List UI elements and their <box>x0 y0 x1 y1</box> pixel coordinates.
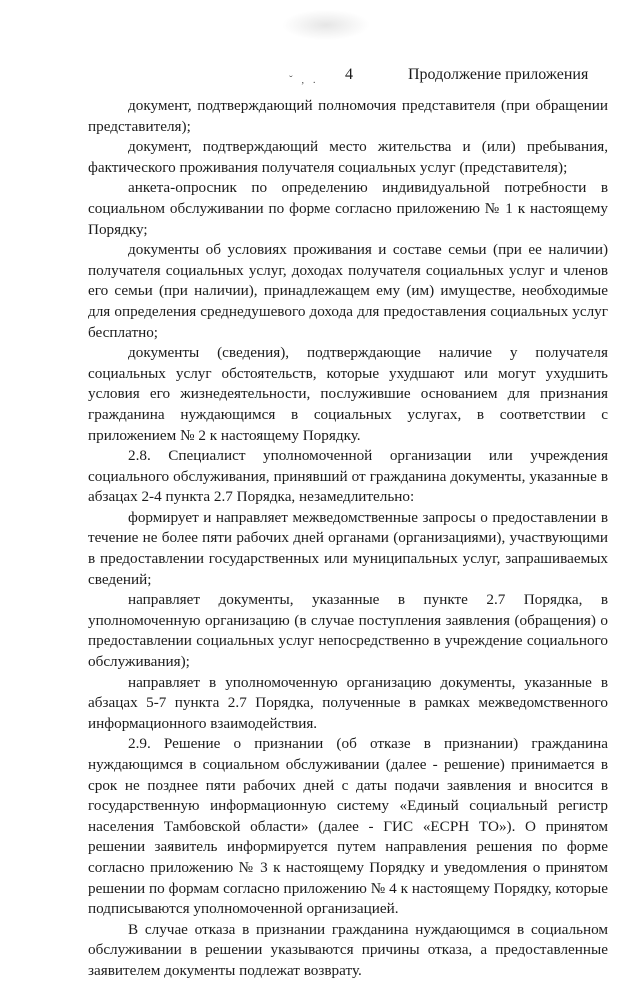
scan-smudge <box>283 10 369 40</box>
paragraph: документ, подтверждающий место жительства и (или) пребывания, фактического проживания получателя социальных услуг (представителя); <box>88 138 608 176</box>
document-body <box>88 96 608 982</box>
paragraph-section-2-8: 2.8. Специалист уполномоченной организации или учреждения социального обслуживания, принявший от гражданина документы, указанные в абзацах 2-4 пункта 2.7 Порядка, незамедлительно: <box>88 447 608 506</box>
paragraph: документы (сведения), подтверждающие наличие у получателя социальных услуг обстоятельств, которые ухудшают или могут ухудшить условия его жизнедеятельности, послужившие основанием для признания гражданина нуждающимся в социальных услугах, в соответствии с приложением № 2 к настоящему Порядку. <box>88 344 608 444</box>
paragraph: направляет документы, указанные в пункте 2.7 Порядка, в уполномоченную организацию (в случае поступления заявления (обращения) о предоставлении социальных услуг непосредственно в учреждение социального обслуживания); <box>88 591 608 671</box>
page-number: 4 <box>345 66 353 83</box>
paragraph: документы об условиях проживания и составе семьи (при ее наличии) получателя социальных услуг, доходах получателя социальных услуг и членов его семьи (при наличии), принадлежащем ему (им) имуществе, необходимые для определения среднедушевого дохода для предоставления социальных услуг бесплатно; <box>88 241 608 341</box>
paragraph-section-2-9: 2.9. Решение о признании (об отказе в признании) гражданина нуждающимся в социальном обслуживании (далее - решение) принимается в срок не позднее пяти рабочих дней с даты подачи заявления и вносится в государственную информационную систему «Единый социальный регистр населения Тамбовской области» (далее - ГИС «ЕСРН ТО»). О принятом решении заявитель информируется путем направления решения по форме согласно приложению № 3 к настоящему Порядку и уведомления о принятом решении по формам согласно приложению № 4 к настоящему Порядку, которые подписываются уполномоченной организацией. <box>88 735 608 918</box>
paragraph: документ, подтверждающий полномочия представителя (при обращении представителя); <box>88 97 608 135</box>
paragraph: анкета-опросник по определению индивидуальной потребности в социальном обслуживании по форме согласно приложению № 1 к настоящему Порядку; <box>88 179 608 238</box>
paragraph: направляет в уполномоченную организацию документы, указанные в абзацах 5-7 пункта 2.7 Порядка, полученные в рамках межведомственного информационного взаимодействия. <box>88 673 608 732</box>
paragraph: формирует и направляет межведомственные запросы о предоставлении в течение не более пяти рабочих дней органами (организациями), участвующими в предоставлении государственных или муниципальных услуг, запрашиваемых сведений; <box>88 508 608 588</box>
scan-marks: ˇ , . <box>289 74 319 86</box>
paragraph: В случае отказа в признании гражданина нуждающимся в социальном обслуживании в решении указываются причины отказа, а предоставленные заявителем документы подлежат возврату. <box>88 920 608 979</box>
continuation-heading: Продолжение приложения <box>408 66 589 83</box>
